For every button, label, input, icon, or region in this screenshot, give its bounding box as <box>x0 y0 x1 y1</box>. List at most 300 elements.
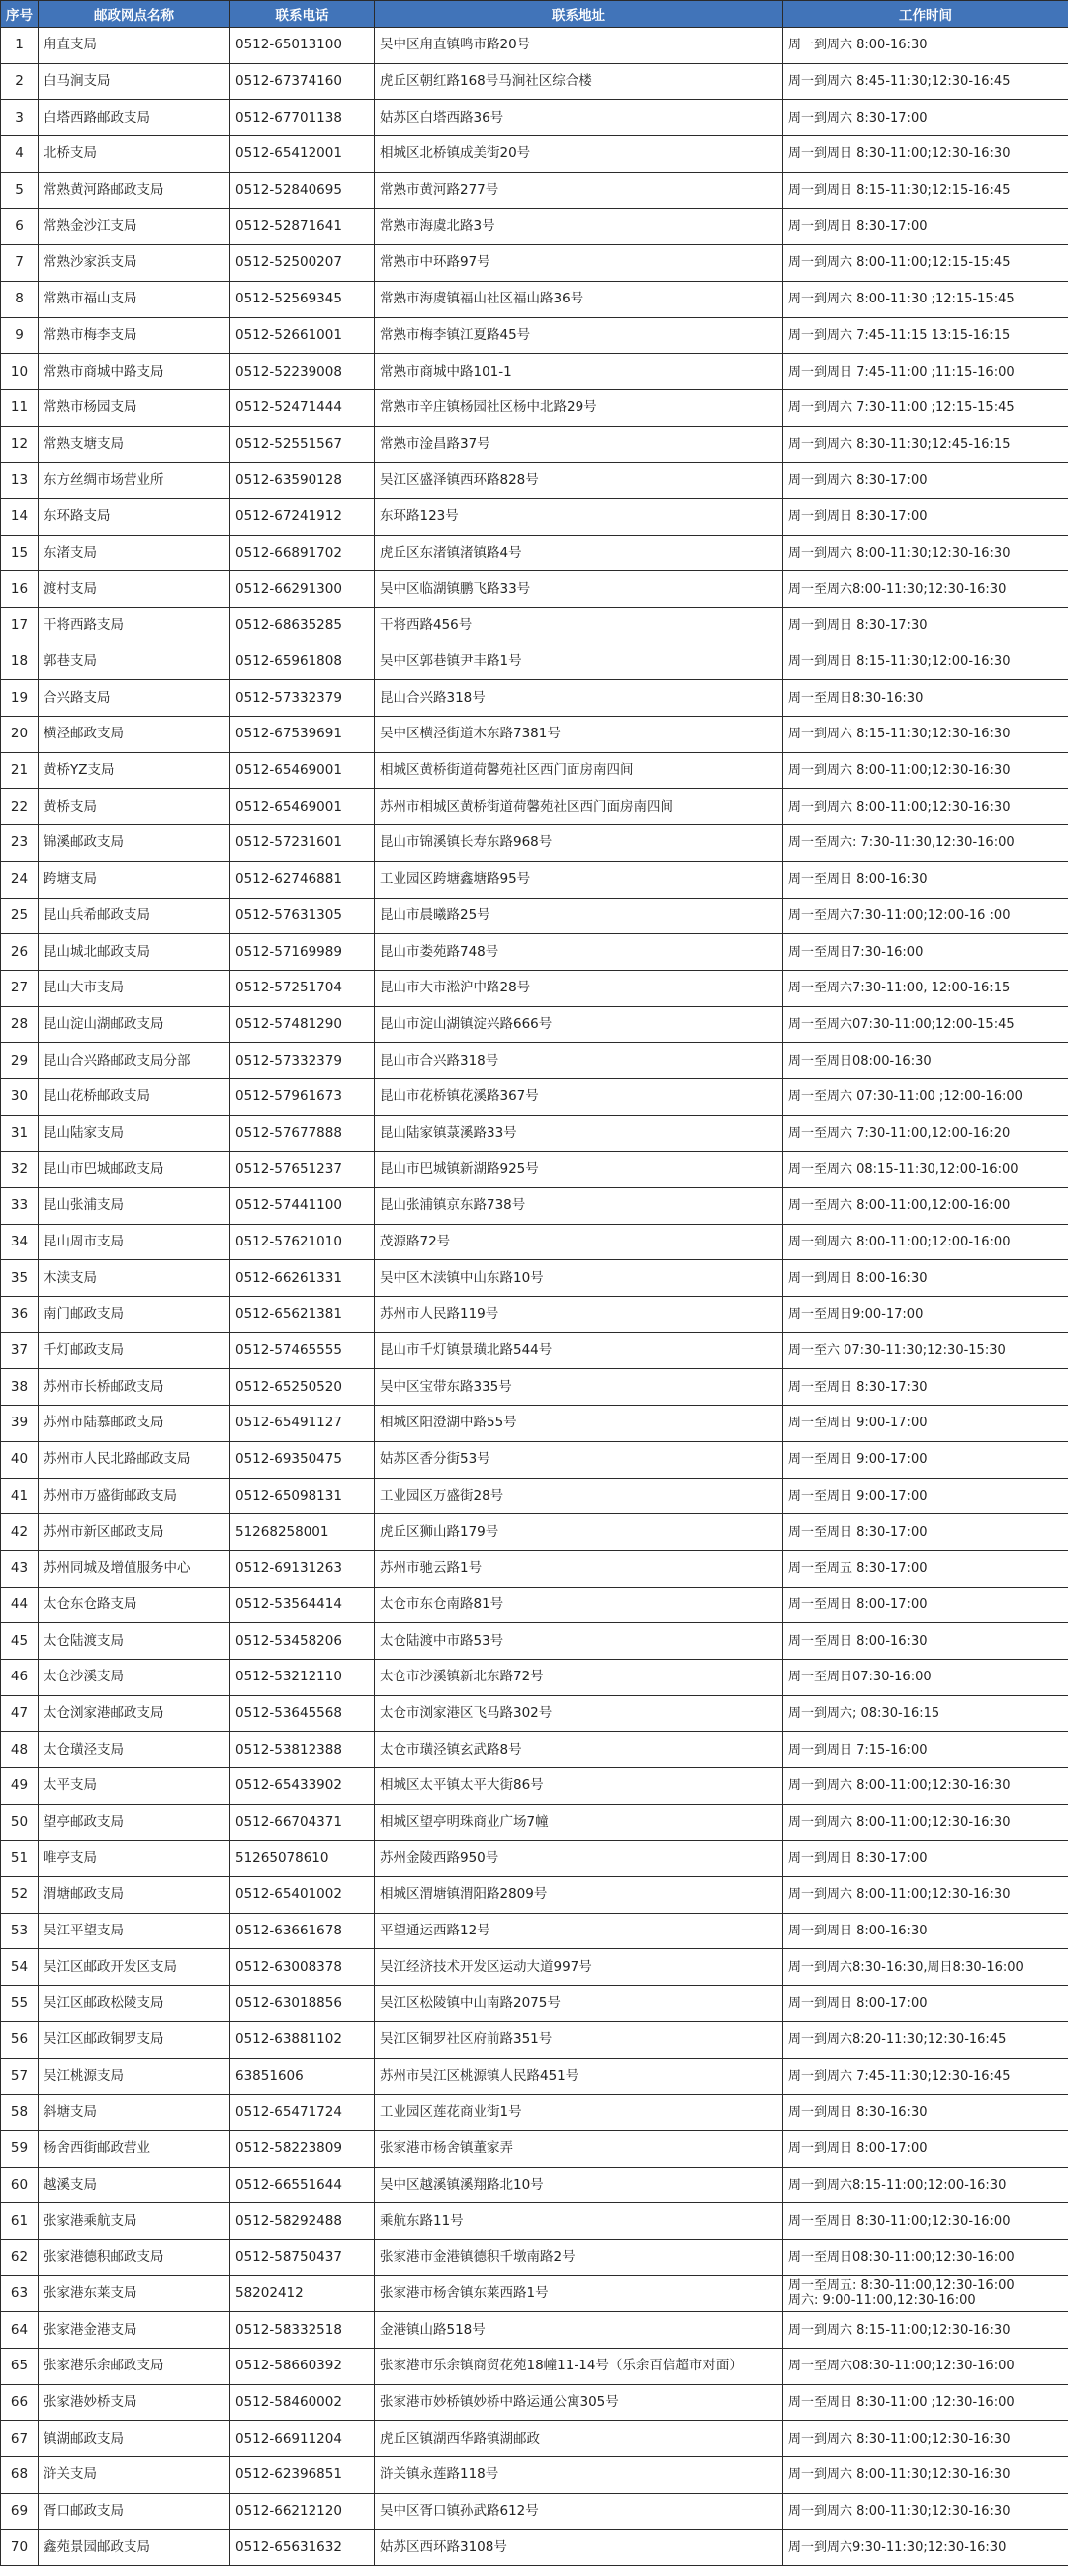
cell-hours: 周一到周日 8:00-16:30 <box>783 1260 1068 1297</box>
table-row <box>1 389 1068 426</box>
cell-hours: 周一到周六 8:30-17:00 <box>783 463 1068 499</box>
cell-index: 38 <box>1 1369 39 1406</box>
cell-address: 昆山陆家镇菉溪路33号 <box>375 1115 783 1152</box>
cell-hours: 周一至六 07:30-11:30;12:30-15:30 <box>783 1332 1068 1369</box>
cell-index: 23 <box>1 825 39 862</box>
table-row <box>1 2275 1068 2312</box>
cell-hours: 周一至周六: 7:30-11:30,12:30-16:00 <box>783 825 1068 862</box>
cell-phone: 0512-58660392 <box>230 2349 375 2385</box>
cell-hours: 周一至周六 08:15-11:30,12:00-16:00 <box>783 1152 1068 1188</box>
cell-address: 吴中区郭巷镇尹丰路1号 <box>375 644 783 680</box>
table-row <box>1 752 1068 789</box>
cell-phone: 51265078610 <box>230 1841 375 1877</box>
table-row <box>1 1188 1068 1225</box>
cell-outlet-name: 太仓沙溪支局 <box>39 1659 230 1695</box>
table-row <box>1 1841 1068 1877</box>
cell-index: 43 <box>1 1550 39 1587</box>
cell-hours: 周一至周六07:30-11:00;12:00-15:45 <box>783 1006 1068 1043</box>
table-row <box>1 1913 1068 1949</box>
cell-outlet-name: 白塔西路邮政支局 <box>39 100 230 136</box>
cell-address: 平望通运西路12号 <box>375 1913 783 1949</box>
cell-address: 常熟市海虞北路3号 <box>375 209 783 245</box>
table-row <box>1 1078 1068 1115</box>
cell-address: 常熟市黄河路277号 <box>375 172 783 209</box>
table-row <box>1 970 1068 1006</box>
table-row <box>1 1732 1068 1768</box>
cell-address: 昆山市大市淞沪中路28号 <box>375 970 783 1006</box>
cell-hours: 周一到周六 8:30-17:00 <box>783 100 1068 136</box>
table-row <box>1 717 1068 753</box>
cell-index: 10 <box>1 354 39 390</box>
cell-index: 9 <box>1 317 39 354</box>
cell-hours: 周一至周日 8:30-11:00;12:30-16:00 <box>783 2203 1068 2240</box>
cell-hours: 周一至周日08:00-16:30 <box>783 1043 1068 1079</box>
cell-outlet-name: 唯亭支局 <box>39 1841 230 1877</box>
cell-address: 工业园区万盛街28号 <box>375 1478 783 1514</box>
table-row <box>1 28 1068 64</box>
cell-index: 20 <box>1 717 39 753</box>
cell-hours: 周一到周六 8:00-11:00;12:30-16:30 <box>783 1804 1068 1841</box>
cell-address: 常熟市中环路97号 <box>375 245 783 282</box>
cell-phone: 0512-66212120 <box>230 2493 375 2530</box>
table-row <box>1 2312 1068 2349</box>
table-row <box>1 1406 1068 1442</box>
cell-phone: 0512-69131263 <box>230 1550 375 1587</box>
cell-index: 67 <box>1 2421 39 2457</box>
cell-index: 44 <box>1 1587 39 1623</box>
cell-phone: 0512-52471444 <box>230 389 375 426</box>
cell-phone: 0512-67374160 <box>230 63 375 100</box>
cell-phone: 0512-68635285 <box>230 608 375 644</box>
table-row <box>1 2203 1068 2240</box>
cell-outlet-name: 苏州市长桥邮政支局 <box>39 1369 230 1406</box>
table-row <box>1 1297 1068 1333</box>
table-row <box>1 571 1068 608</box>
cell-hours: 周一至周六7:30-11:00;12:00-16 :00 <box>783 898 1068 934</box>
cell-outlet-name: 昆山城北邮政支局 <box>39 934 230 971</box>
cell-phone: 0512-53812388 <box>230 1732 375 1768</box>
cell-hours: 周一至周六 8:00-11:00,12:00-16:00 <box>783 1188 1068 1225</box>
cell-address: 吴江区松陵镇中山南路2075号 <box>375 1986 783 2022</box>
cell-phone: 0512-57169989 <box>230 934 375 971</box>
cell-hours: 周一到周六 8:00-11:00;12:15-15:45 <box>783 245 1068 282</box>
cell-address: 张家港市妙桥镇妙桥中路运通公寓305号 <box>375 2384 783 2421</box>
cell-phone: 0512-52239008 <box>230 354 375 390</box>
cell-index: 49 <box>1 1768 39 1805</box>
cell-address: 太仓陆渡中市路53号 <box>375 1623 783 1660</box>
cell-address: 苏州金陵西路950号 <box>375 1841 783 1877</box>
cell-address: 吴中区临湖镇鹏飞路33号 <box>375 571 783 608</box>
cell-index: 37 <box>1 1332 39 1369</box>
table-row <box>1 1768 1068 1805</box>
cell-outlet-name: 太仓陆渡支局 <box>39 1623 230 1660</box>
cell-hours: 周一至周日9:00-17:00 <box>783 1297 1068 1333</box>
cell-hours: 周一到周六 7:45-11:15 13:15-16:15 <box>783 317 1068 354</box>
table-row <box>1 1478 1068 1514</box>
cell-index: 46 <box>1 1659 39 1695</box>
cell-hours: 周一至周六08:30-11:00;12:30-16:00 <box>783 2349 1068 2385</box>
cell-index: 18 <box>1 644 39 680</box>
cell-outlet-name: 昆山兵希邮政支局 <box>39 898 230 934</box>
cell-address: 吴中区越溪镇溪翔路北10号 <box>375 2167 783 2203</box>
header-row <box>1 1 1068 28</box>
table-row <box>1 463 1068 499</box>
table-row <box>1 172 1068 209</box>
cell-hours: 周一至周日 9:00-17:00 <box>783 1478 1068 1514</box>
cell-phone: 0512-66911204 <box>230 2421 375 2457</box>
cell-outlet-name: 镇湖邮政支局 <box>39 2421 230 2457</box>
cell-address: 张家港市乐余镇商贸花苑18幢11-14号（乐余百信超市对面） <box>375 2349 783 2385</box>
cell-address: 姑苏区西环路3108号 <box>375 2530 783 2566</box>
cell-hours: 周一到周六 8:30-11:00;12:30-16:30 <box>783 2421 1068 2457</box>
cell-phone: 0512-63008378 <box>230 1949 375 1986</box>
cell-address: 吴江区盛泽镇西环路828号 <box>375 463 783 499</box>
cell-address: 昆山市千灯镇景璜北路544号 <box>375 1332 783 1369</box>
cell-index: 45 <box>1 1623 39 1660</box>
cell-hours: 周一至周五: 8:30-11:00,12:30-16:00 周六: 9:00-11:00,12:30-16:00 <box>783 2275 1068 2312</box>
cell-index: 19 <box>1 680 39 717</box>
cell-index: 22 <box>1 789 39 825</box>
cell-outlet-name: 苏州市陆慕邮政支局 <box>39 1406 230 1442</box>
cell-outlet-name: 常熟支塘支局 <box>39 426 230 463</box>
cell-phone: 0512-65433902 <box>230 1768 375 1805</box>
table-row <box>1 2130 1068 2167</box>
table-row <box>1 1514 1068 1551</box>
table-row <box>1 1332 1068 1369</box>
cell-outlet-name: 太平支局 <box>39 1768 230 1805</box>
cell-address: 昆山市淀山湖镇淀兴路666号 <box>375 1006 783 1043</box>
cell-phone: 0512-65013100 <box>230 28 375 64</box>
table-row <box>1 2095 1068 2131</box>
cell-outlet-name: 东渚支局 <box>39 535 230 571</box>
cell-phone: 63851606 <box>230 2058 375 2095</box>
cell-address: 虎丘区朝红路168号马涧社区综合楼 <box>375 63 783 100</box>
table-row <box>1 100 1068 136</box>
cell-hours: 周一到周六 8:00-11:00;12:30-16:30 <box>783 789 1068 825</box>
cell-phone: 0512-53645568 <box>230 1695 375 1732</box>
table-row <box>1 1224 1068 1260</box>
cell-hours: 周一到周六 8:30-11:30;12:45-16:15 <box>783 426 1068 463</box>
cell-outlet-name: 太仓浏家港邮政支局 <box>39 1695 230 1732</box>
table-row <box>1 789 1068 825</box>
cell-hours: 周一至周日7:30-16:00 <box>783 934 1068 971</box>
cell-phone: 0512-58750437 <box>230 2239 375 2275</box>
cell-hours: 周一至周六 7:30-11:00,12:00-16:20 <box>783 1115 1068 1152</box>
cell-hours: 周一至周日 8:00-17:00 <box>783 1587 1068 1623</box>
cell-index: 54 <box>1 1949 39 1986</box>
table-row <box>1 354 1068 390</box>
cell-phone: 0512-57677888 <box>230 1115 375 1152</box>
cell-phone: 0512-69350475 <box>230 1441 375 1478</box>
cell-address: 吴江区铜罗社区府前路351号 <box>375 2021 783 2058</box>
cell-address: 工业园区跨塘鑫塘路95号 <box>375 861 783 898</box>
cell-address: 昆山市合兴路318号 <box>375 1043 783 1079</box>
cell-index: 31 <box>1 1115 39 1152</box>
cell-address: 相城区渭塘镇渭阳路2809号 <box>375 1877 783 1914</box>
cell-index: 26 <box>1 934 39 971</box>
cell-address: 相城区北桥镇成美街20号 <box>375 136 783 173</box>
cell-phone: 0512-57251704 <box>230 970 375 1006</box>
cell-outlet-name: 锦溪邮政支局 <box>39 825 230 862</box>
cell-outlet-name: 渭塘邮政支局 <box>39 1877 230 1914</box>
cell-address: 姑苏区香分街53号 <box>375 1441 783 1478</box>
table-row <box>1 136 1068 173</box>
cell-hours: 周一至周日07:30-16:00 <box>783 1659 1068 1695</box>
cell-phone: 0512-53564414 <box>230 1587 375 1623</box>
cell-index: 2 <box>1 63 39 100</box>
cell-outlet-name: 昆山陆家支局 <box>39 1115 230 1152</box>
cell-outlet-name: 白马涧支局 <box>39 63 230 100</box>
cell-hours: 周一到周六 8:00-11:30;12:30-16:30 <box>783 2493 1068 2530</box>
cell-address: 常熟市海虞镇福山社区福山路36号 <box>375 281 783 317</box>
cell-index: 41 <box>1 1478 39 1514</box>
table-row <box>1 426 1068 463</box>
cell-index: 27 <box>1 970 39 1006</box>
table-row <box>1 535 1068 571</box>
cell-outlet-name: 东方丝绸市场营业所 <box>39 463 230 499</box>
header-name: 邮政网点名称 <box>39 1 230 28</box>
cell-address: 茂源路72号 <box>375 1224 783 1260</box>
table-row <box>1 1115 1068 1152</box>
cell-index: 66 <box>1 2384 39 2421</box>
cell-address: 虎丘区狮山路179号 <box>375 1514 783 1551</box>
cell-outlet-name: 常熟市梅李支局 <box>39 317 230 354</box>
cell-outlet-name: 昆山周市支局 <box>39 1224 230 1260</box>
cell-hours: 周一至周日 8:00-16:30 <box>783 861 1068 898</box>
table-row <box>1 1587 1068 1623</box>
cell-hours: 周一到周日 8:15-11:30;12:00-16:30 <box>783 644 1068 680</box>
table-row <box>1 2421 1068 2457</box>
cell-outlet-name: 苏州同城及增值服务中心 <box>39 1550 230 1587</box>
cell-address: 张家港市杨舍镇董家弄 <box>375 2130 783 2167</box>
cell-hours: 周一至周六7:30-11:00, 12:00-16:15 <box>783 970 1068 1006</box>
cell-address: 太仓市沙溪镇新北东路72号 <box>375 1659 783 1695</box>
cell-outlet-name: 胥口邮政支局 <box>39 2493 230 2530</box>
cell-outlet-name: 渡村支局 <box>39 571 230 608</box>
cell-index: 28 <box>1 1006 39 1043</box>
cell-hours: 周一到周六 8:15-11:30;12:30-16:30 <box>783 717 1068 753</box>
cell-phone: 0512-52569345 <box>230 281 375 317</box>
cell-outlet-name: 杨舍西街邮政营业 <box>39 2130 230 2167</box>
cell-phone: 0512-57621010 <box>230 1224 375 1260</box>
cell-outlet-name: 常熟黄河路邮政支局 <box>39 172 230 209</box>
cell-outlet-name: 昆山淀山湖邮政支局 <box>39 1006 230 1043</box>
cell-hours: 周一到周日 8:30-17:00 <box>783 1841 1068 1877</box>
cell-outlet-name: 干将西路支局 <box>39 608 230 644</box>
cell-hours: 周一到周六 7:45-11:30;12:30-16:45 <box>783 2058 1068 2095</box>
header-address: 联系地址 <box>375 1 783 28</box>
cell-hours: 周一至周日 8:30-17:30 <box>783 1369 1068 1406</box>
cell-index: 4 <box>1 136 39 173</box>
cell-index: 55 <box>1 1986 39 2022</box>
cell-address: 干将西路456号 <box>375 608 783 644</box>
cell-hours: 周一到周六8:15-11:00;12:00-16:30 <box>783 2167 1068 2203</box>
cell-phone: 0512-52840695 <box>230 172 375 209</box>
table-row <box>1 209 1068 245</box>
table-row <box>1 245 1068 282</box>
cell-index: 56 <box>1 2021 39 2058</box>
cell-index: 13 <box>1 463 39 499</box>
cell-address: 吴中区宝带东路335号 <box>375 1369 783 1406</box>
cell-outlet-name: 太仓东仓路支局 <box>39 1587 230 1623</box>
table-row <box>1 2493 1068 2530</box>
cell-index: 29 <box>1 1043 39 1079</box>
cell-hours: 周一到周六 8:00-11:00;12:30-16:30 <box>783 752 1068 789</box>
cell-index: 15 <box>1 535 39 571</box>
cell-index: 47 <box>1 1695 39 1732</box>
cell-outlet-name: 张家港乘航支局 <box>39 2203 230 2240</box>
cell-index: 12 <box>1 426 39 463</box>
table-row <box>1 608 1068 644</box>
cell-outlet-name: 黄桥支局 <box>39 789 230 825</box>
table-row <box>1 2530 1068 2566</box>
cell-outlet-name: 苏州市万盛街邮政支局 <box>39 1478 230 1514</box>
cell-hours: 周一至周日 9:00-17:00 <box>783 1441 1068 1478</box>
cell-index: 35 <box>1 1260 39 1297</box>
cell-index: 25 <box>1 898 39 934</box>
cell-outlet-name: 昆山市巴城邮政支局 <box>39 1152 230 1188</box>
cell-hours: 周一到周六 8:00-11:30;12:30-16:30 <box>783 535 1068 571</box>
cell-outlet-name: 千灯邮政支局 <box>39 1332 230 1369</box>
table-row <box>1 934 1068 971</box>
header-hours: 工作时间 <box>783 1 1068 28</box>
table-row <box>1 1043 1068 1079</box>
cell-outlet-name: 昆山花桥邮政支局 <box>39 1078 230 1115</box>
cell-address: 昆山市晨曦路25号 <box>375 898 783 934</box>
table-row <box>1 644 1068 680</box>
cell-index: 14 <box>1 498 39 535</box>
cell-phone: 0512-65621381 <box>230 1297 375 1333</box>
cell-hours: 周一至周日 8:00-16:30 <box>783 1623 1068 1660</box>
cell-index: 69 <box>1 2493 39 2530</box>
cell-phone: 0512-62746881 <box>230 861 375 898</box>
table-row <box>1 1949 1068 1986</box>
table-header <box>1 1 1068 28</box>
cell-outlet-name: 常熟市福山支局 <box>39 281 230 317</box>
cell-phone: 0512-57441100 <box>230 1188 375 1225</box>
cell-phone: 0512-52551567 <box>230 426 375 463</box>
cell-address: 吴江经济技术开发区运动大道997号 <box>375 1949 783 1986</box>
cell-phone: 0512-57481290 <box>230 1006 375 1043</box>
cell-outlet-name: 北桥支局 <box>39 136 230 173</box>
cell-index: 53 <box>1 1913 39 1949</box>
cell-index: 16 <box>1 571 39 608</box>
cell-phone: 0512-57465555 <box>230 1332 375 1369</box>
cell-outlet-name: 斜塘支局 <box>39 2095 230 2131</box>
cell-index: 3 <box>1 100 39 136</box>
table-row <box>1 2349 1068 2385</box>
cell-index: 68 <box>1 2457 39 2494</box>
cell-hours: 周一至周五 8:30-17:00 <box>783 1550 1068 1587</box>
cell-phone: 0512-63881102 <box>230 2021 375 2058</box>
cell-phone: 0512-58332518 <box>230 2312 375 2349</box>
cell-hours: 周一至周六8:00-11:30;12:30-16:30 <box>783 571 1068 608</box>
cell-address: 昆山合兴路318号 <box>375 680 783 717</box>
cell-phone: 0512-66891702 <box>230 535 375 571</box>
cell-index: 50 <box>1 1804 39 1841</box>
cell-hours: 周一至周日 8:30-17:00 <box>783 1514 1068 1551</box>
cell-address: 昆山市巴城镇新湖路925号 <box>375 1152 783 1188</box>
cell-address: 太仓市东仓南路81号 <box>375 1587 783 1623</box>
cell-hours: 周一到周六 8:15-11:00;12:30-16:30 <box>783 2312 1068 2349</box>
cell-hours: 周一到周六; 08:30-16:15 <box>783 1695 1068 1732</box>
cell-hours: 周一到周六 8:00-11:30 ;12:15-15:45 <box>783 281 1068 317</box>
cell-phone: 0512-57332379 <box>230 1043 375 1079</box>
cell-outlet-name: 常熟市商城中路支局 <box>39 354 230 390</box>
cell-index: 61 <box>1 2203 39 2240</box>
cell-outlet-name: 木渎支局 <box>39 1260 230 1297</box>
cell-address: 张家港市金港镇德积千墩南路2号 <box>375 2239 783 2275</box>
cell-index: 34 <box>1 1224 39 1260</box>
table-row <box>1 1441 1068 1478</box>
cell-hours: 周一到周日 8:00-17:00 <box>783 2130 1068 2167</box>
cell-hours: 周一到周日 8:00-17:00 <box>783 1986 1068 2022</box>
cell-index: 36 <box>1 1297 39 1333</box>
cell-index: 60 <box>1 2167 39 2203</box>
cell-phone: 0512-52871641 <box>230 209 375 245</box>
cell-index: 57 <box>1 2058 39 2095</box>
cell-address: 工业园区莲花商业街1号 <box>375 2095 783 2131</box>
cell-phone: 0512-67241912 <box>230 498 375 535</box>
cell-phone: 0512-63590128 <box>230 463 375 499</box>
cell-address: 相城区太平镇太平大街86号 <box>375 1768 783 1805</box>
cell-outlet-name: 张家港金港支局 <box>39 2312 230 2349</box>
cell-hours: 周一到周日 8:30-17:30 <box>783 608 1068 644</box>
table-row <box>1 498 1068 535</box>
cell-outlet-name: 合兴路支局 <box>39 680 230 717</box>
cell-index: 17 <box>1 608 39 644</box>
cell-address: 相城区黄桥街道荷馨苑社区西门面房南四间 <box>375 752 783 789</box>
cell-hours: 周一到周日 8:30-17:00 <box>783 498 1068 535</box>
cell-phone: 0512-67539691 <box>230 717 375 753</box>
cell-phone: 0512-62396851 <box>230 2457 375 2494</box>
cell-hours: 周一到周六8:30-16:30,周日8:30-16:00 <box>783 1949 1068 1986</box>
cell-outlet-name: 张家港妙桥支局 <box>39 2384 230 2421</box>
cell-address: 太仓市璜泾镇玄武路8号 <box>375 1732 783 1768</box>
table-row <box>1 1659 1068 1695</box>
cell-phone: 0512-66704371 <box>230 1804 375 1841</box>
cell-phone: 0512-57631305 <box>230 898 375 934</box>
cell-address: 常熟市梅李镇江夏路45号 <box>375 317 783 354</box>
cell-address: 姑苏区白塔西路36号 <box>375 100 783 136</box>
table-row <box>1 680 1068 717</box>
cell-phone: 0512-53212110 <box>230 1659 375 1695</box>
cell-outlet-name: 苏州市新区邮政支局 <box>39 1514 230 1551</box>
cell-phone: 0512-52500207 <box>230 245 375 282</box>
cell-address: 常熟市淦昌路37号 <box>375 426 783 463</box>
table-row <box>1 1006 1068 1043</box>
cell-phone: 0512-58292488 <box>230 2203 375 2240</box>
cell-index: 59 <box>1 2130 39 2167</box>
table-row <box>1 1152 1068 1188</box>
cell-hours: 周一到周六 8:00-11:00;12:30-16:30 <box>783 1768 1068 1805</box>
cell-index: 30 <box>1 1078 39 1115</box>
cell-hours: 周一至周日08:30-11:00;12:30-16:00 <box>783 2239 1068 2275</box>
cell-outlet-name: 常熟沙家浜支局 <box>39 245 230 282</box>
cell-address: 相城区阳澄湖中路55号 <box>375 1406 783 1442</box>
table-row <box>1 1369 1068 1406</box>
cell-phone: 0512-65491127 <box>230 1406 375 1442</box>
cell-index: 70 <box>1 2530 39 2566</box>
cell-outlet-name: 甪直支局 <box>39 28 230 64</box>
cell-phone: 51268258001 <box>230 1514 375 1551</box>
cell-address: 吴中区胥口镇孙武路612号 <box>375 2493 783 2530</box>
cell-index: 5 <box>1 172 39 209</box>
cell-index: 6 <box>1 209 39 245</box>
cell-outlet-name: 昆山合兴路邮政支局分部 <box>39 1043 230 1079</box>
cell-phone: 0512-57961673 <box>230 1078 375 1115</box>
cell-address: 常熟市辛庄镇杨园社区杨中北路29号 <box>375 389 783 426</box>
